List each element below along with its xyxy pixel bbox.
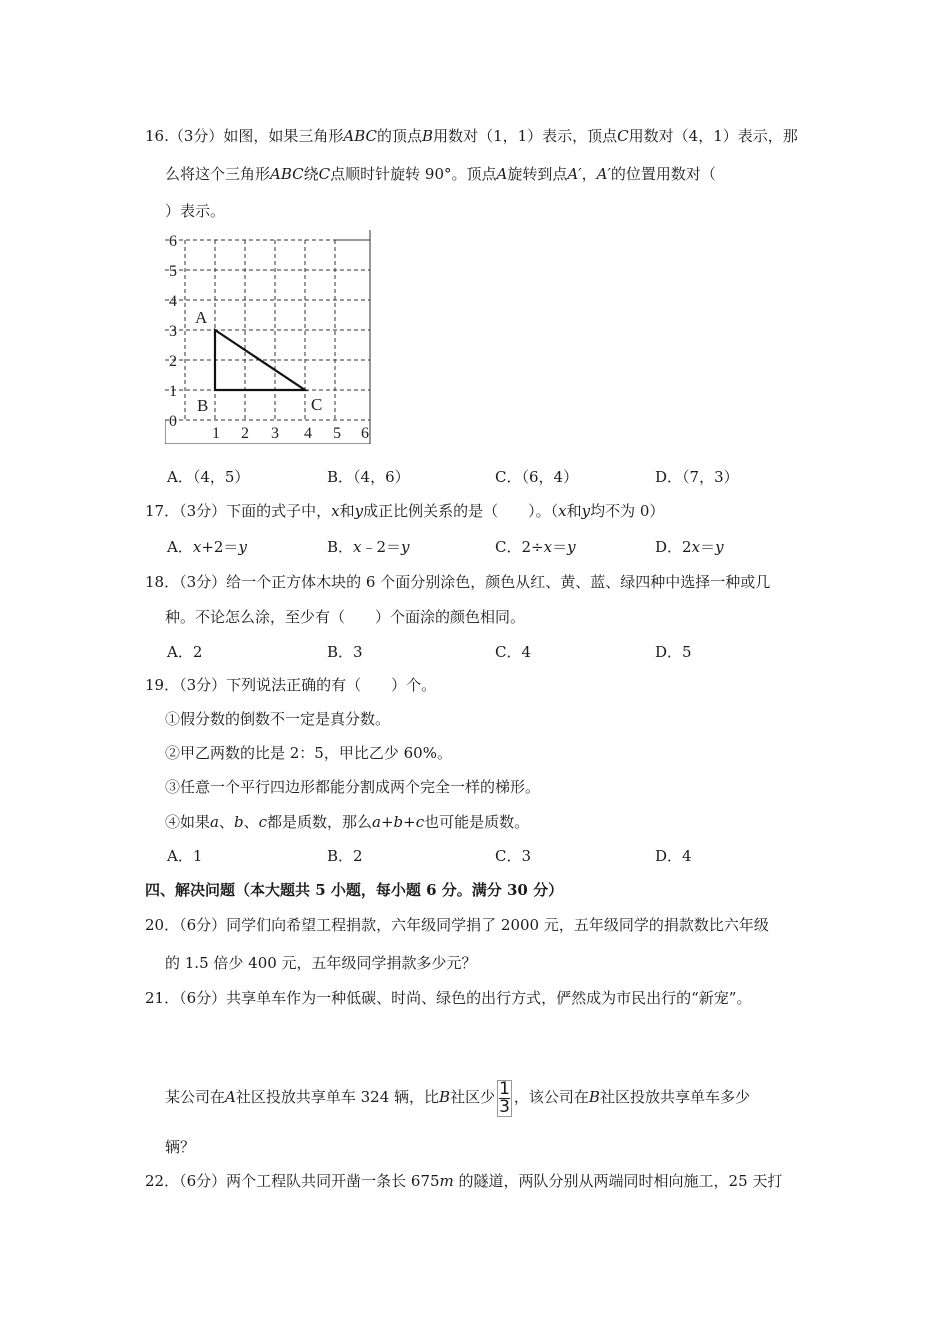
y-tick-5: 5 bbox=[169, 263, 177, 280]
q18-line1: 18．（3分）给一个正方体木块的 6 个面分别涂色，颜色从红、黄、蓝、绿四种中选择一种或几 bbox=[145, 573, 771, 591]
q17-option-b[interactable]: B．x﹣2＝y bbox=[327, 538, 410, 556]
y-tick-0: 0 bbox=[169, 413, 177, 430]
x-tick-2: 2 bbox=[241, 425, 249, 442]
vertex-a-label: A bbox=[195, 308, 208, 327]
q16-line3: ）表示。 bbox=[165, 202, 226, 220]
y-tick-3: 3 bbox=[169, 323, 177, 340]
q17-option-d[interactable]: D．2x＝y bbox=[655, 538, 724, 556]
q16-option-c[interactable]: C．（6，4） bbox=[495, 468, 579, 486]
grid-lines bbox=[165, 240, 370, 420]
q22-line1: 22．（6分）两个工程队共同开凿一条长 675m 的隧道，两队分别从两端同时相向施工，25 天打 bbox=[145, 1172, 783, 1190]
coordinate-grid-figure bbox=[165, 230, 375, 444]
x-tick-1: 1 bbox=[212, 425, 220, 442]
q19-item-1: ①假分数的倒数不一定是真分数。 bbox=[165, 710, 391, 728]
q19-item-4: ④如果a、b、c都是质数，那么a+b+c也可能是质数。 bbox=[165, 813, 530, 831]
q19-option-d[interactable]: D．4 bbox=[655, 847, 692, 865]
y-tick-1: 1 bbox=[169, 383, 177, 400]
q16-line1: 16.（3分）如图，如果三角形ABC的顶点B用数对（1，1）表示，顶点C用数对（4，1）表示，那 bbox=[145, 127, 798, 145]
section-4-heading: 四、解决问题（本大题共 5 小题，每小题 6 分。满分 30 分） bbox=[145, 881, 564, 899]
q16-option-b[interactable]: B．（4，6） bbox=[327, 468, 410, 486]
q19-item-3: ③任意一个平行四边形都能分割成两个完全一样的梯形。 bbox=[165, 778, 541, 796]
q21-line2: 某公司在A社区投放共享单车 324 辆，比B社区少 $\frac{1}{3}$ ，该公司在B社区投放共享单车多少 bbox=[165, 1078, 750, 1117]
q17-option-a[interactable]: A．x+2＝y bbox=[167, 538, 247, 556]
y-tick-6: 6 bbox=[169, 233, 177, 250]
q19-option-b[interactable]: B．2 bbox=[327, 847, 363, 865]
q17-option-c[interactable]: C．2÷x＝y bbox=[495, 538, 576, 556]
q19-item-2: ②甲乙两数的比是 2：5，甲比乙少 60%。 bbox=[165, 744, 452, 762]
q18-option-a[interactable]: A．2 bbox=[167, 643, 203, 661]
fraction-one-third: $\frac{1}{3}$ bbox=[499, 1078, 510, 1117]
q16-line2: 么将这个三角形ABC绕C点顺时针旋转 90°。顶点A旋转到点A′，A′的位置用数对（ bbox=[165, 165, 716, 183]
grid-frame bbox=[165, 230, 370, 444]
y-axis-ticks bbox=[169, 233, 177, 430]
q20-line1: 20．（6分）同学们向希望工程捐款，六年级同学捐了 2000 元，五年级同学的捐款数比六年级 bbox=[145, 916, 769, 934]
q16-option-a[interactable]: A．（4，5） bbox=[167, 468, 250, 486]
y-tick-2: 2 bbox=[169, 353, 177, 370]
y-tick-4: 4 bbox=[169, 293, 177, 310]
x-tick-3: 3 bbox=[271, 425, 279, 442]
q21-line1: 21．（6分）共享单车作为一种低碳、时尚、绿色的出行方式，俨然成为市民出行的“新宠”。 bbox=[145, 989, 752, 1007]
vertex-c-label: C bbox=[311, 395, 323, 414]
q17-stem: 17．（3分）下面的式子中，x和y成正比例关系的是（ ）。（x和y均不为 0） bbox=[145, 502, 665, 520]
x-axis-ticks bbox=[212, 425, 369, 442]
q18-option-b[interactable]: B．3 bbox=[327, 643, 363, 661]
q19-stem: 19．（3分）下列说法正确的有（ ）个。 bbox=[145, 676, 437, 694]
q21-line3: 辆？ bbox=[165, 1138, 196, 1156]
q18-line2: 种。不论怎么涂，至少有（ ）个面涂的颜色相同。 bbox=[165, 608, 526, 626]
q18-option-c[interactable]: C．4 bbox=[495, 643, 532, 661]
x-tick-4: 4 bbox=[304, 425, 312, 442]
q20-line2: 的 1.5 倍少 400 元，五年级同学捐款多少元？ bbox=[165, 954, 477, 972]
q19-option-c[interactable]: C．3 bbox=[495, 847, 532, 865]
x-tick-5: 5 bbox=[333, 425, 341, 442]
q19-option-a[interactable]: A．1 bbox=[167, 847, 203, 865]
q16-option-d[interactable]: D．（7，3） bbox=[655, 468, 739, 486]
q18-option-d[interactable]: D．5 bbox=[655, 643, 692, 661]
vertex-b-label: B bbox=[197, 396, 209, 415]
x-tick-6: 6 bbox=[361, 425, 369, 442]
